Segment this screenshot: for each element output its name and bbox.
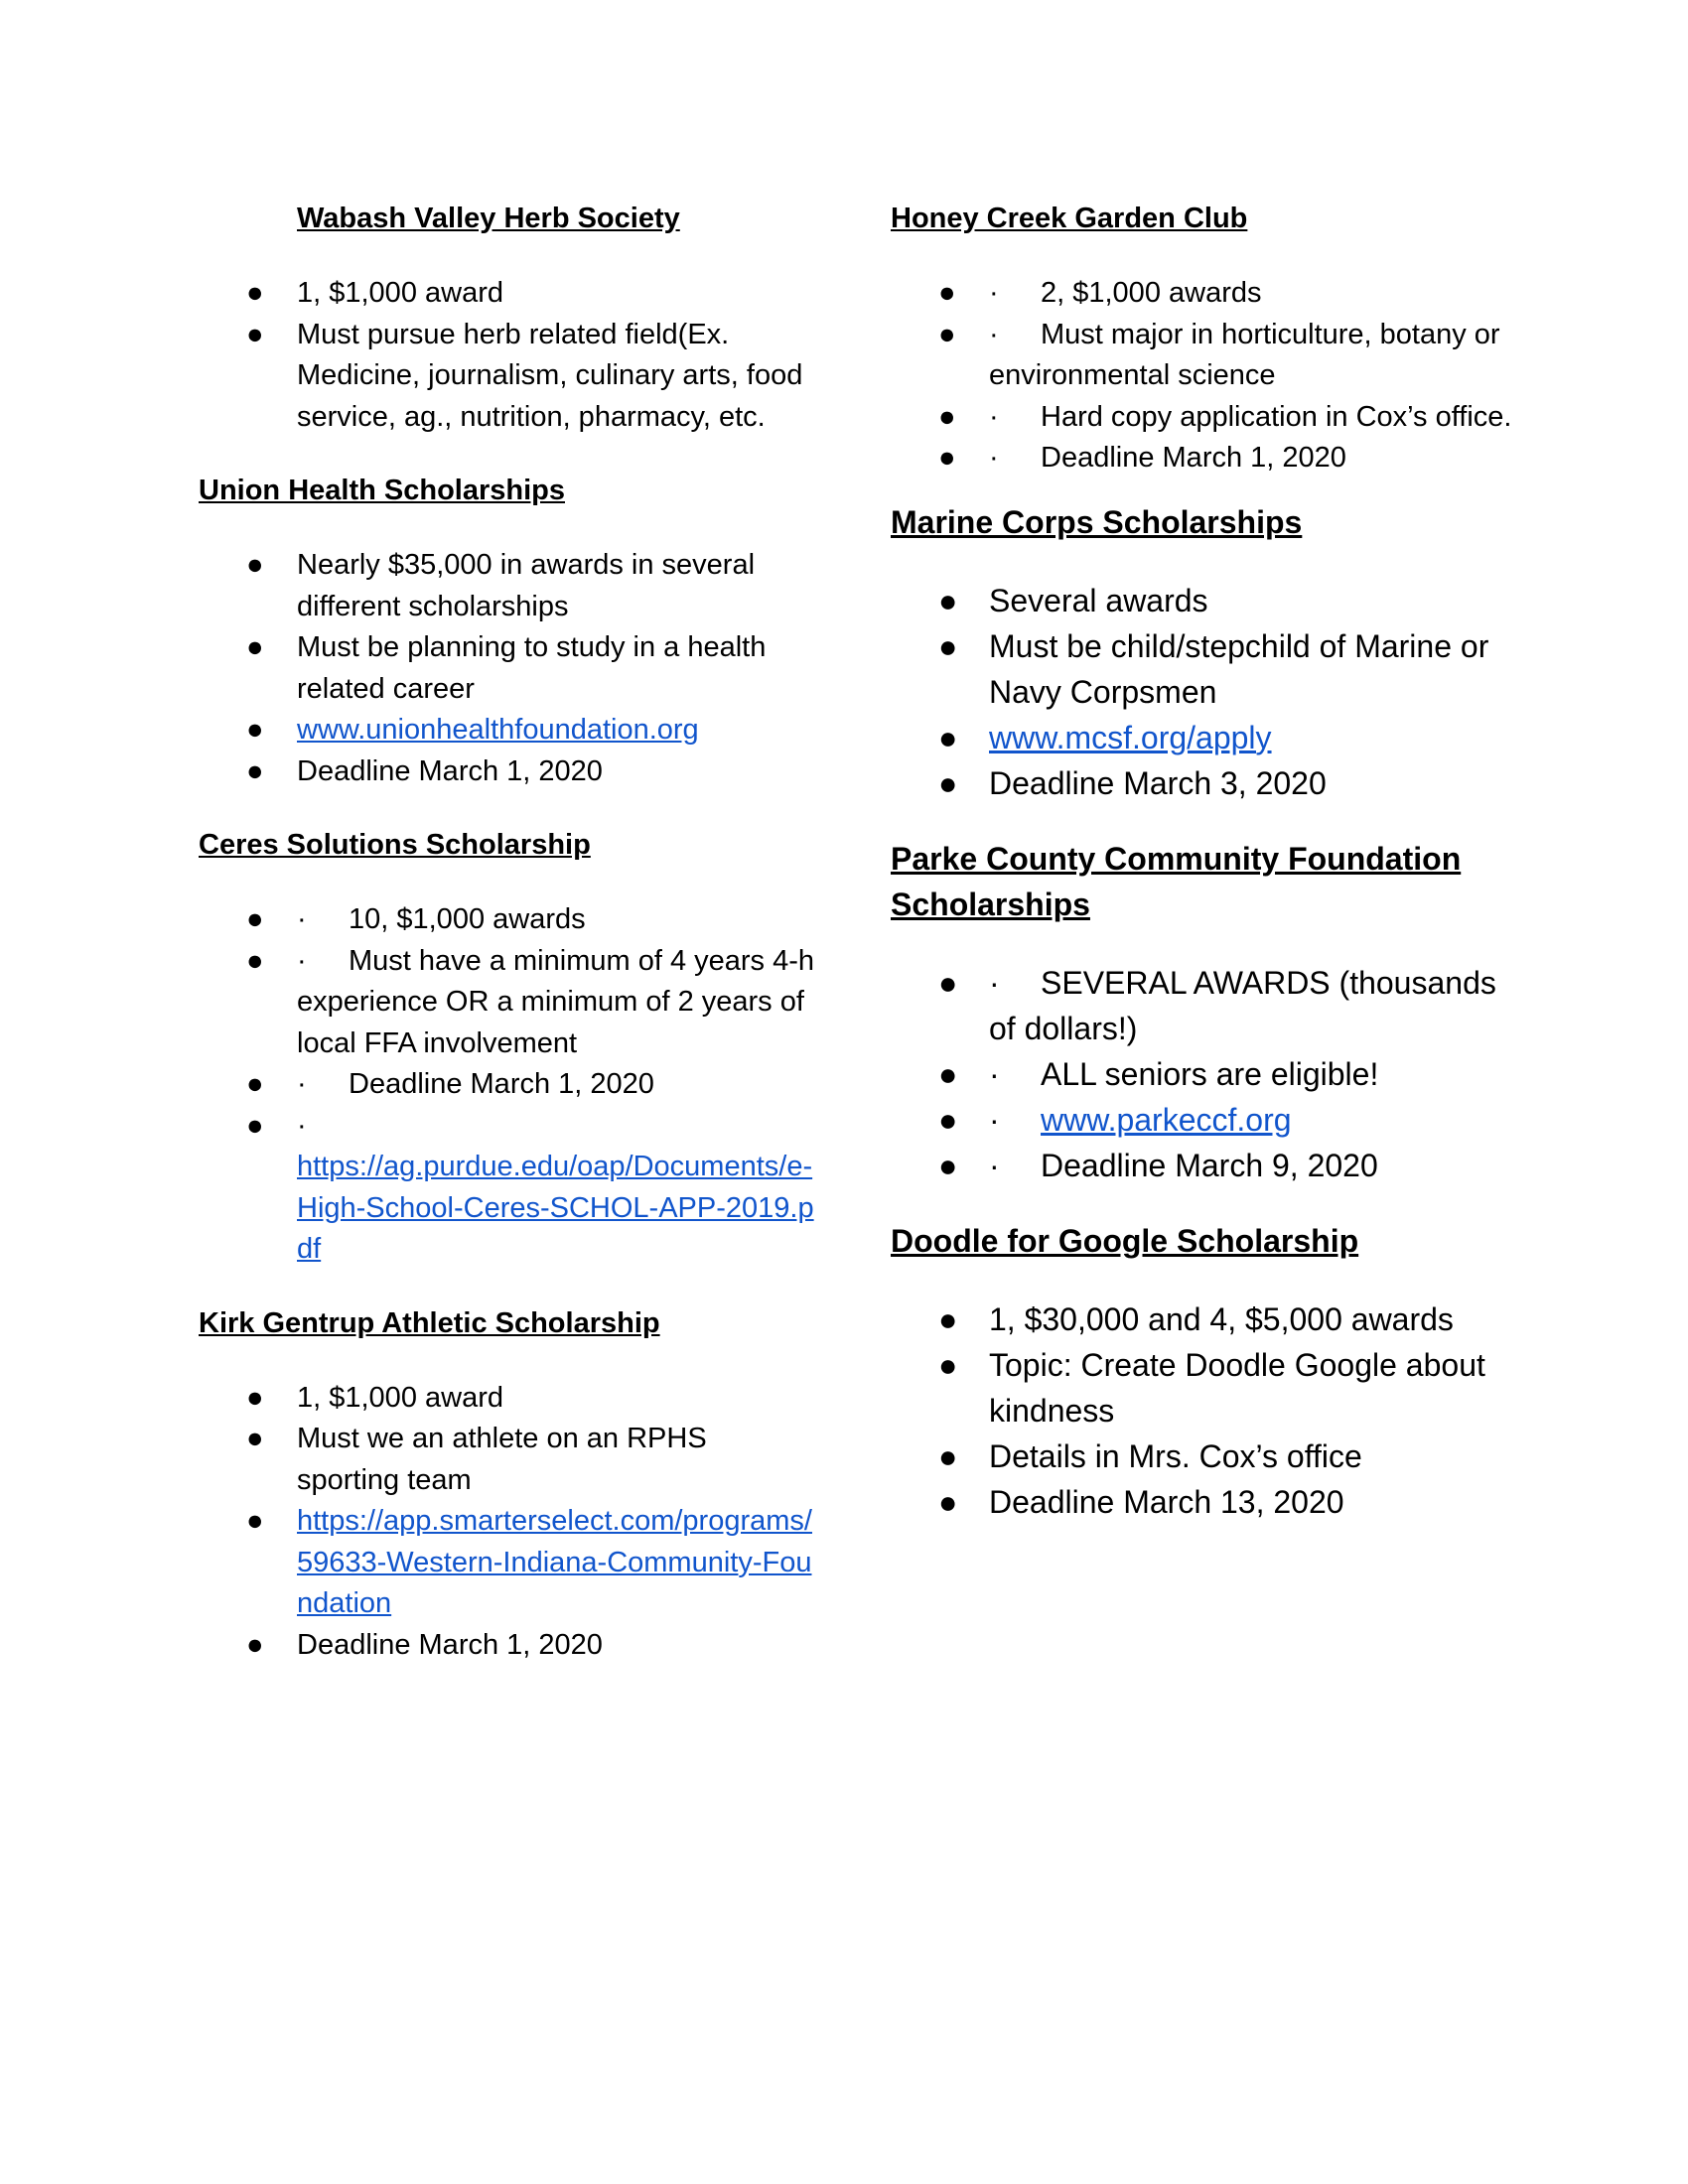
- list-item: [199, 1106, 814, 1271]
- section-ceres-solutions-scholarship: [199, 825, 814, 1271]
- bullet-icon: ●: [246, 318, 264, 350]
- bullet-icon: ●: [938, 1147, 958, 1183]
- list-item: ● · Deadline March 1, 2020: [199, 1064, 814, 1106]
- bullet-list: [891, 273, 1526, 479]
- right-column: [891, 199, 1526, 1525]
- bullet-list: [199, 545, 814, 792]
- bullet-icon: ●: [246, 549, 264, 581]
- bullet-icon: ●: [938, 719, 958, 755]
- list-item: ● · Must have a minimum of 4 years 4-h experience OR a minimum of 2 years of local FFA involvement: [199, 941, 814, 1065]
- list-item: ● Several awards: [891, 578, 1526, 623]
- bullet-icon: ●: [246, 944, 264, 977]
- list-item: ● · Hard copy application in Cox’s office.: [891, 397, 1526, 439]
- bullet-icon: ●: [246, 1423, 264, 1454]
- bullet-icon: ●: [938, 442, 956, 474]
- bullet-list: [199, 899, 814, 1271]
- section-doodle-for-google-scholarship: [891, 1218, 1526, 1525]
- list-item: ● · ALL seniors are eligible!: [891, 1051, 1526, 1097]
- section-wabash-valley-herb-society: [199, 199, 814, 438]
- list-item: ● · Deadline March 9, 2020: [891, 1143, 1526, 1188]
- bullet-icon: ●: [938, 1101, 958, 1138]
- list-item: ● Must be planning to study in a health related career: [199, 627, 814, 710]
- bullet-icon: ●: [938, 1055, 958, 1092]
- section-title: Marine Corps Scholarships: [891, 503, 1303, 540]
- bullet-list: [891, 1297, 1526, 1525]
- section-marine-corps-scholarships: [891, 499, 1526, 806]
- middot-icon: ·: [297, 1068, 307, 1100]
- list-item: ● · 2, $1,000 awards: [891, 273, 1526, 315]
- list-item: ● 1, $30,000 and 4, $5,000 awards: [891, 1297, 1526, 1342]
- section-title: Ceres Solutions Scholarship: [199, 829, 591, 861]
- section-title: Union Health Scholarships: [199, 475, 565, 506]
- section-title: Kirk Gentrup Athletic Scholarship: [199, 1306, 660, 1339]
- section-honey-creek-garden-club: [891, 199, 1526, 479]
- smarterselect-link[interactable]: https://app.smarterselect.com/programs/59633-Western-Indiana-Community-Foundation: [297, 1505, 812, 1619]
- section-title: Honey Creek Garden Club: [891, 203, 1248, 234]
- list-item: [891, 715, 1526, 760]
- bullet-icon: ●: [246, 903, 264, 935]
- left-column: [199, 199, 814, 1666]
- list-item: ● · SEVERAL AWARDS (thousands of dollars!): [891, 960, 1526, 1051]
- list-item: ● Deadline March 3, 2020: [891, 760, 1526, 806]
- bullet-icon: ●: [246, 631, 264, 663]
- list-item: ● Deadline March 1, 2020: [199, 1625, 814, 1667]
- list-item: [199, 710, 814, 751]
- section-kirk-gentrup-athletic-scholarship: [199, 1303, 814, 1667]
- bullet-icon: ●: [938, 277, 956, 309]
- bullet-icon: ●: [938, 764, 958, 801]
- section-title: Doodle for Google Scholarship: [891, 1222, 1359, 1259]
- list-item: ● · Deadline March 1, 2020: [891, 438, 1526, 479]
- mcsf-apply-link[interactable]: www.mcsf.org/apply: [989, 719, 1272, 755]
- list-item: ● Must we an athlete on an RPHS sporting team: [199, 1419, 814, 1501]
- section-union-health-scholarships: [199, 471, 814, 792]
- bullet-icon: ●: [938, 400, 956, 433]
- ceres-application-link[interactable]: https://ag.purdue.edu/oap/Documents/e-High-School-Ceres-SCHOL-APP-2019.pdf: [297, 1151, 814, 1265]
- bullet-icon: ●: [246, 1628, 264, 1661]
- bullet-icon: ●: [246, 1068, 264, 1100]
- middot-icon: ·: [989, 318, 999, 350]
- list-item: [199, 1501, 814, 1625]
- bullet-icon: ●: [938, 1300, 958, 1337]
- middot-icon: ·: [989, 277, 999, 309]
- bullet-icon: ●: [938, 1437, 958, 1474]
- section-title: Parke County Community Foundation Scholarships: [891, 840, 1462, 922]
- middot-icon: ·: [989, 1101, 1000, 1138]
- bullet-icon: ●: [246, 1109, 264, 1142]
- list-item: ● Nearly $35,000 in awards in several different scholarships: [199, 545, 814, 627]
- middot-icon: ·: [297, 1109, 307, 1142]
- bullet-icon: ●: [246, 277, 264, 309]
- list-item: ● Must pursue herb related field(Ex. Medicine, journalism, culinary arts, food service, ag., nutrition, pharmacy, etc.: [199, 315, 814, 439]
- section-parke-county-community-foundation: [891, 836, 1526, 1188]
- bullet-icon: ●: [246, 1381, 264, 1414]
- middot-icon: ·: [989, 1055, 1000, 1092]
- middot-icon: ·: [989, 400, 999, 433]
- list-item: ● 1, $1,000 award: [199, 273, 814, 315]
- parkeccf-link[interactable]: www.parkeccf.org: [1041, 1101, 1292, 1138]
- union-health-link[interactable]: www.unionhealthfoundation.org: [297, 714, 699, 746]
- section-title: Wabash Valley Herb Society: [297, 203, 680, 234]
- list-item: ● Must be child/stepchild of Marine or Navy Corpsmen: [891, 623, 1526, 715]
- list-item: ● · Must major in horticulture, botany or environmental science: [891, 315, 1526, 397]
- bullet-icon: ●: [938, 582, 958, 618]
- middot-icon: ·: [989, 442, 999, 474]
- list-item: ● Deadline March 13, 2020: [891, 1479, 1526, 1525]
- middot-icon: ·: [989, 964, 1000, 1001]
- bullet-list: [891, 578, 1526, 806]
- list-item: [891, 1097, 1526, 1143]
- list-item: ● · 10, $1,000 awards: [199, 899, 814, 941]
- bullet-icon: ●: [938, 1483, 958, 1520]
- middot-icon: ·: [297, 903, 307, 935]
- list-item: ● 1, $1,000 award: [199, 1378, 814, 1420]
- bullet-icon: ●: [938, 1346, 958, 1383]
- middot-icon: ·: [297, 944, 307, 977]
- list-item: ● Deadline March 1, 2020: [199, 751, 814, 793]
- bullet-list: [891, 960, 1526, 1188]
- bullet-icon: ●: [246, 1505, 264, 1537]
- bullet-icon: ●: [938, 964, 958, 1001]
- bullet-icon: ●: [246, 714, 264, 746]
- list-item: ● Topic: Create Doodle Google about kindness: [891, 1342, 1526, 1433]
- bullet-icon: ●: [938, 318, 956, 350]
- list-item: ● Details in Mrs. Cox’s office: [891, 1433, 1526, 1479]
- bullet-icon: ●: [938, 627, 958, 664]
- middot-icon: ·: [989, 1147, 1000, 1183]
- bullet-list: [199, 1378, 814, 1667]
- bullet-icon: ●: [246, 754, 264, 787]
- bullet-list: [199, 273, 814, 438]
